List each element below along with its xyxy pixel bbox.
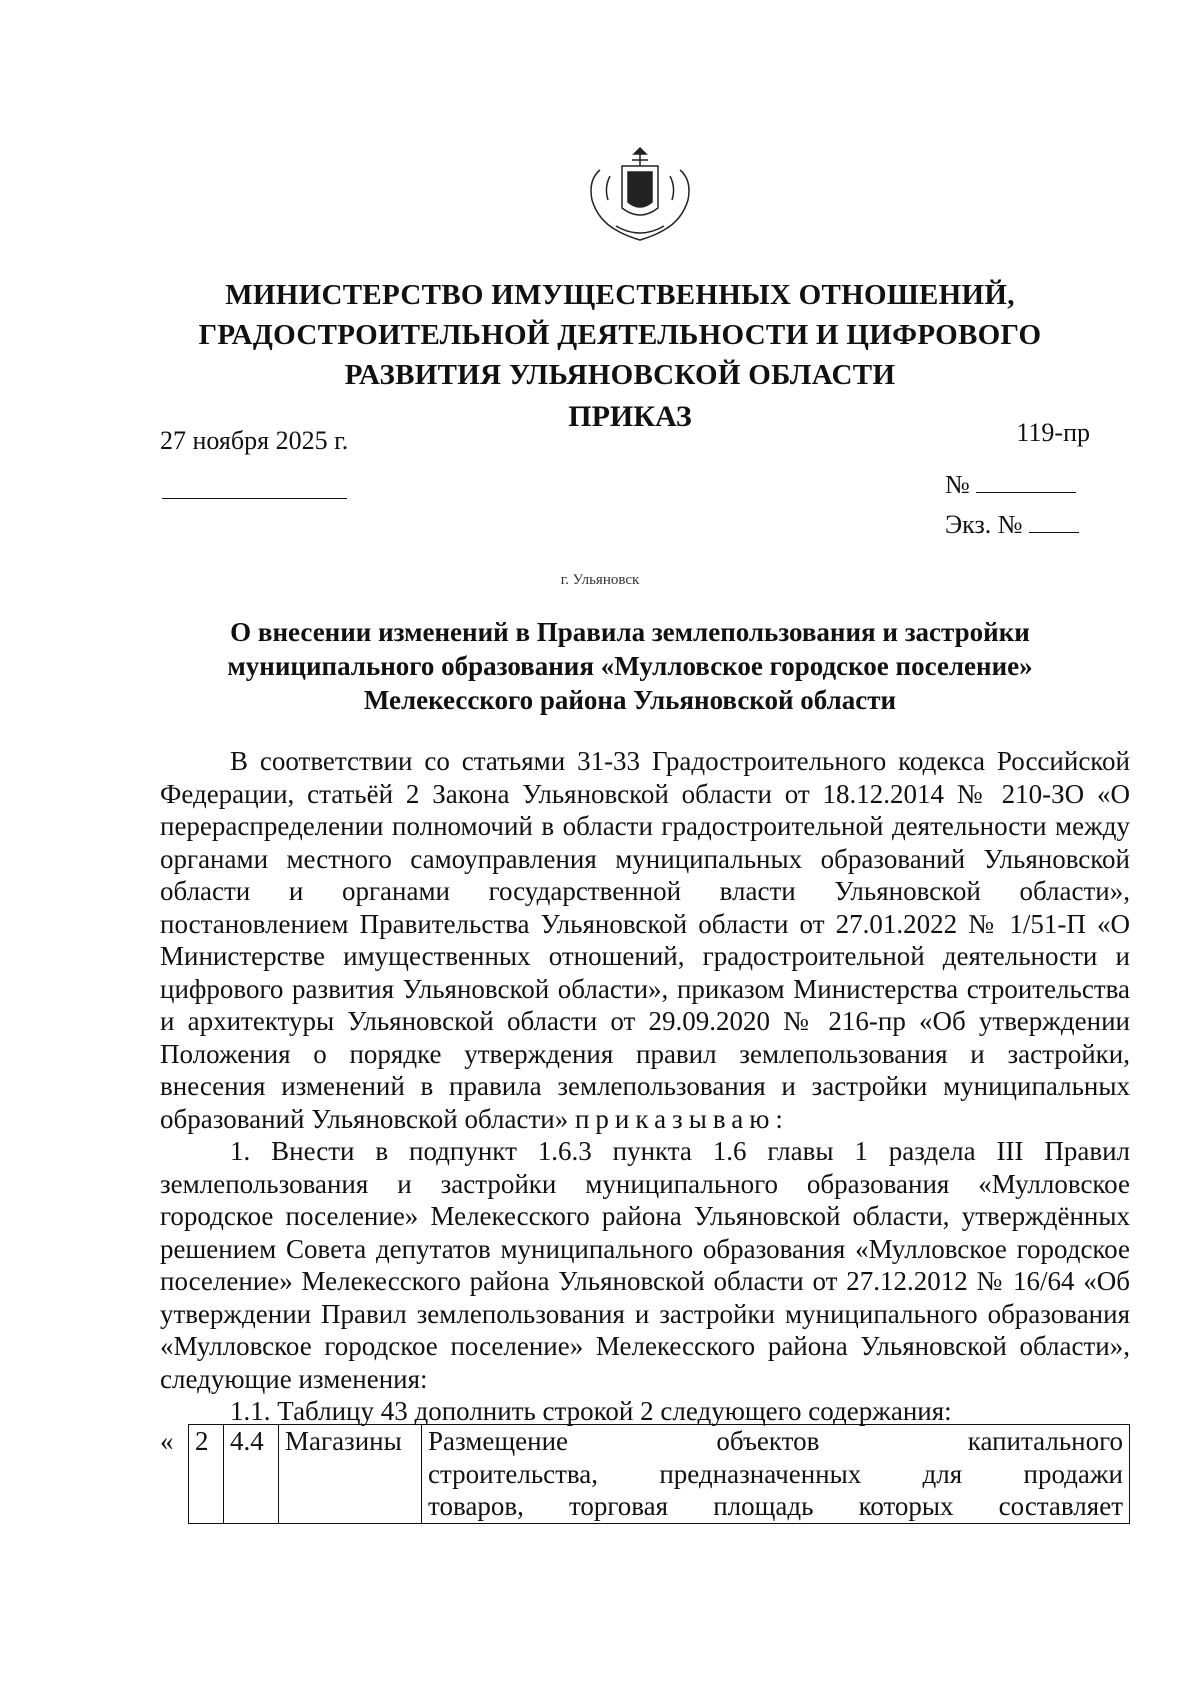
copy-field <box>945 510 1079 540</box>
table-row <box>189 1425 1130 1524</box>
copy-label: Экз. № <box>945 510 1023 539</box>
item-1-1-paragraph: 1.1. Таблицу 43 дополнить строкой 2 следующего содержания: <box>230 1396 952 1426</box>
number-blank <box>976 470 1076 493</box>
ministry-line: МИНИСТЕРСТВО ИМУЩЕСТВЕННЫХ ОТНОШЕНИЙ, <box>225 279 1015 311</box>
copy-blank <box>1029 510 1079 533</box>
order-body <box>160 745 1130 1428</box>
row-name: Магазины <box>279 1425 422 1524</box>
orders-word: приказываю: <box>574 1103 789 1134</box>
date-underline <box>162 498 347 499</box>
coat-of-arms-emblem <box>580 140 700 250</box>
ministry-name <box>150 275 1090 395</box>
order-number: 119-пр <box>1016 418 1090 447</box>
subject-line: Мелекесского района Ульяновской области <box>363 685 897 715</box>
item-1-paragraph: 1. Внести в подпункт 1.6.3 пункта 1.6 главы 1 раздела III Правил землепользования и застройки муниципального образования «Мулловское городское поселение» Мелекесского района Ульяновской области, утверждённых решением Совета депутатов муниципального образования «Мулловское городское поселение» Мелекесского района Ульяновской области от 27.12.2012 № 16/64 «Об утверждении Правил землепользования и застройки муниципального образования «Мулловское городское поселение» Мелекесского района Ульяновской области», следующие изменения: <box>160 1136 1130 1394</box>
city: г. Ульяновск <box>560 572 640 588</box>
subject-line: О внесении изменений в Правила землепользования и застройки <box>230 617 1030 647</box>
number-field <box>945 470 1076 500</box>
row-number: 2 <box>189 1425 224 1524</box>
ministry-line: ГРАДОСТРОИТЕЛЬНОЙ ДЕЯТЕЛЬНОСТИ И ЦИФРОВОГО <box>198 319 1042 351</box>
number-label: № <box>945 470 970 499</box>
table <box>188 1424 1130 1524</box>
subject-line: муниципального образования «Мулловское городское поселение» <box>227 651 1033 681</box>
description-line: товаров, торговая площадь которых составляет <box>428 1491 1123 1521</box>
preamble-paragraph <box>160 745 1130 1135</box>
row-description <box>422 1425 1130 1524</box>
preamble-text: В соответствии со статьями 31-33 Градостроительного кодекса Российской Федерации, статьёй 2 Закона Ульяновской области от 18.12.2014 № 210-ЗО «О перераспределении полномочий в области градостроительной деятельности между органами местного самоуправления муниципальных образований Ульяновской области и органами государственной власти Ульяновской области», постановлением Правительства Ульяновской области от 27.01.2022 № 1/51-П «О Министерстве имущественных отношений, градостроительной деятельности и цифрового развития Ульяновской области», приказом Министерства строительства и архитектуры Ульяновской области от 29.09.2020 № 216-пр «Об утверждении Положения о порядке утверждения правил землепользования и застройки, внесения изменений в правила землепользования и застройки муниципальных образований Ульяновской области» <box>160 746 1130 1134</box>
ministry-line: РАЗВИТИЯ УЛЬЯНОВСКОЙ ОБЛАСТИ <box>344 359 896 391</box>
document-type: ПРИКАЗ <box>568 400 692 433</box>
row-code: 4.4 <box>224 1425 279 1524</box>
order-subject <box>180 615 1080 717</box>
description-line: строительства, предназначенных для продажи <box>428 1458 1123 1489</box>
description-line: Размещение объектов капитального <box>428 1426 1123 1456</box>
order-date: 27 ноября 2025 г. <box>160 426 349 455</box>
open-quote: « <box>160 1426 174 1456</box>
